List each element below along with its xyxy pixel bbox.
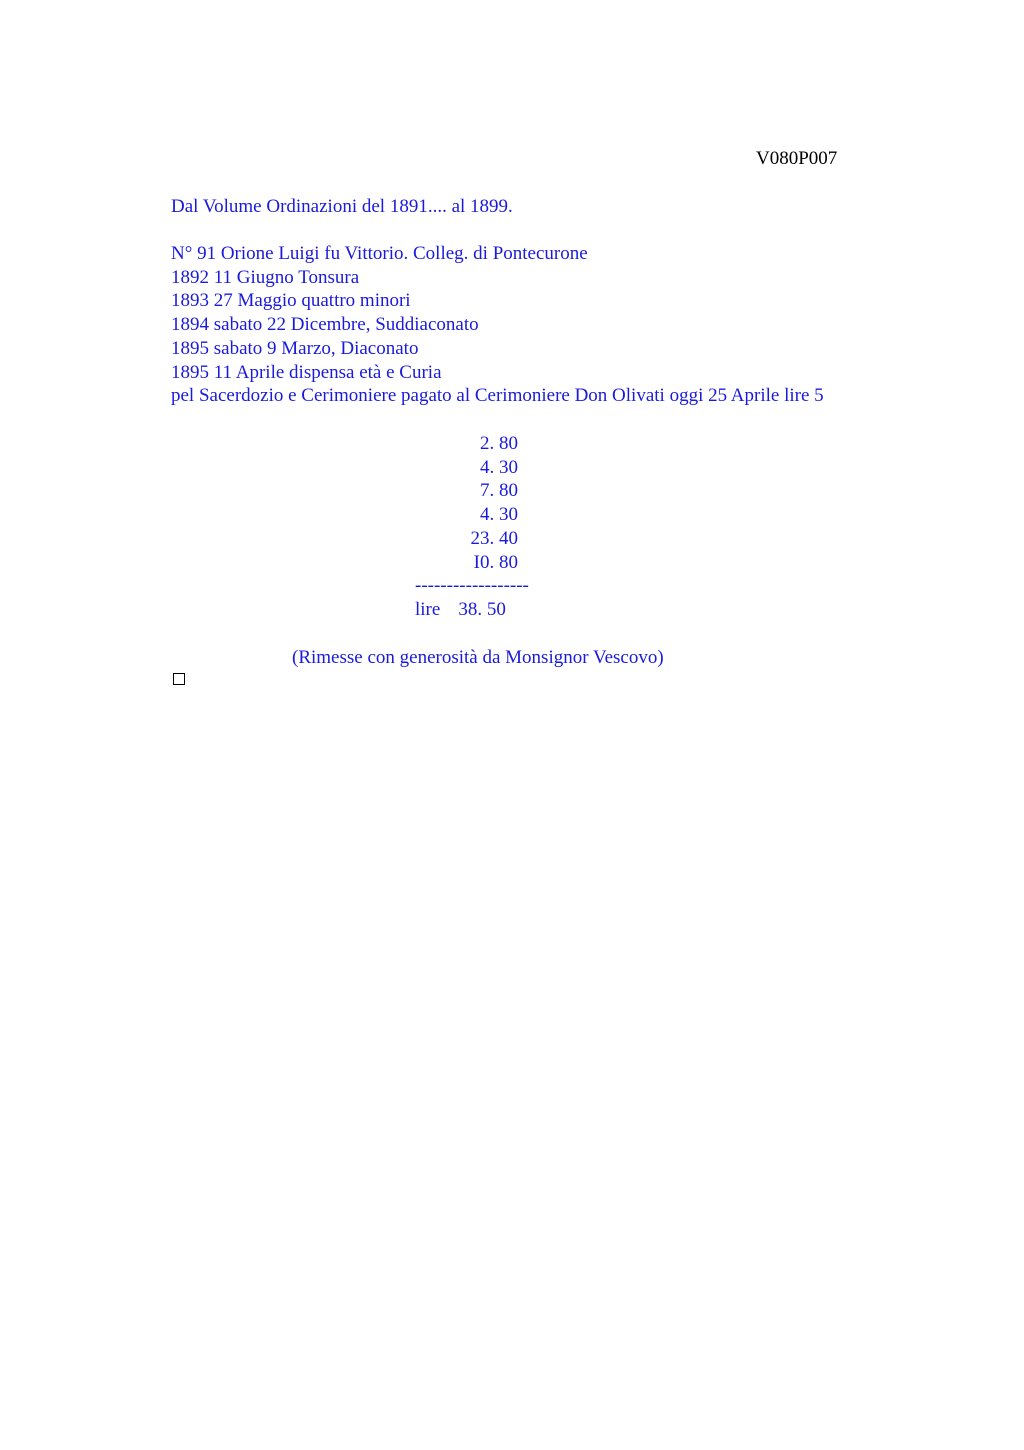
amount-item: 23. 40 (470, 527, 518, 549)
sum-separator: ------------------ (415, 575, 529, 597)
record-line-tonsura: 1892 11 Giugno Tonsura (171, 266, 360, 288)
amount-item: 4. 30 (480, 456, 518, 478)
amount-item: 7. 80 (480, 480, 518, 502)
record-line-suddiaconato: 1894 sabato 22 Dicembre, Suddiaconato (171, 314, 479, 336)
empty-box-icon (173, 673, 185, 685)
amount-sum (400, 432, 600, 622)
record-line-sacerdozio: pel Sacerdozio e Cerimoniere pagato al Cerimoniere Don Olivati oggi 25 Aprile lire 5 (171, 385, 824, 407)
document-heading: Dal Volume Ordinazioni del 1891.... al 1899. (171, 196, 513, 217)
closing-note: (Rimesse con generosità da Monsignor Vescovo) (292, 647, 664, 668)
record-line-dispensa: 1895 11 Aprile dispensa età e Curia (171, 361, 442, 383)
record-line-diaconato: 1895 sabato 9 Marzo, Diaconato (171, 337, 419, 359)
record-line-title: N° 91 Orione Luigi fu Vittorio. Colleg. di Pontecurone (171, 243, 588, 264)
record-line-minori: 1893 27 Maggio quattro minori (171, 290, 411, 312)
total-label: lire (415, 598, 441, 620)
amount-item: 2. 80 (480, 433, 518, 454)
page-id: V080P007 (756, 148, 838, 169)
total-value: 38. 50 (458, 598, 506, 620)
amount-item: I0. 80 (473, 551, 518, 573)
amount-item: 4. 30 (480, 504, 518, 526)
ordination-record (171, 242, 931, 408)
sum-total (400, 598, 600, 622)
